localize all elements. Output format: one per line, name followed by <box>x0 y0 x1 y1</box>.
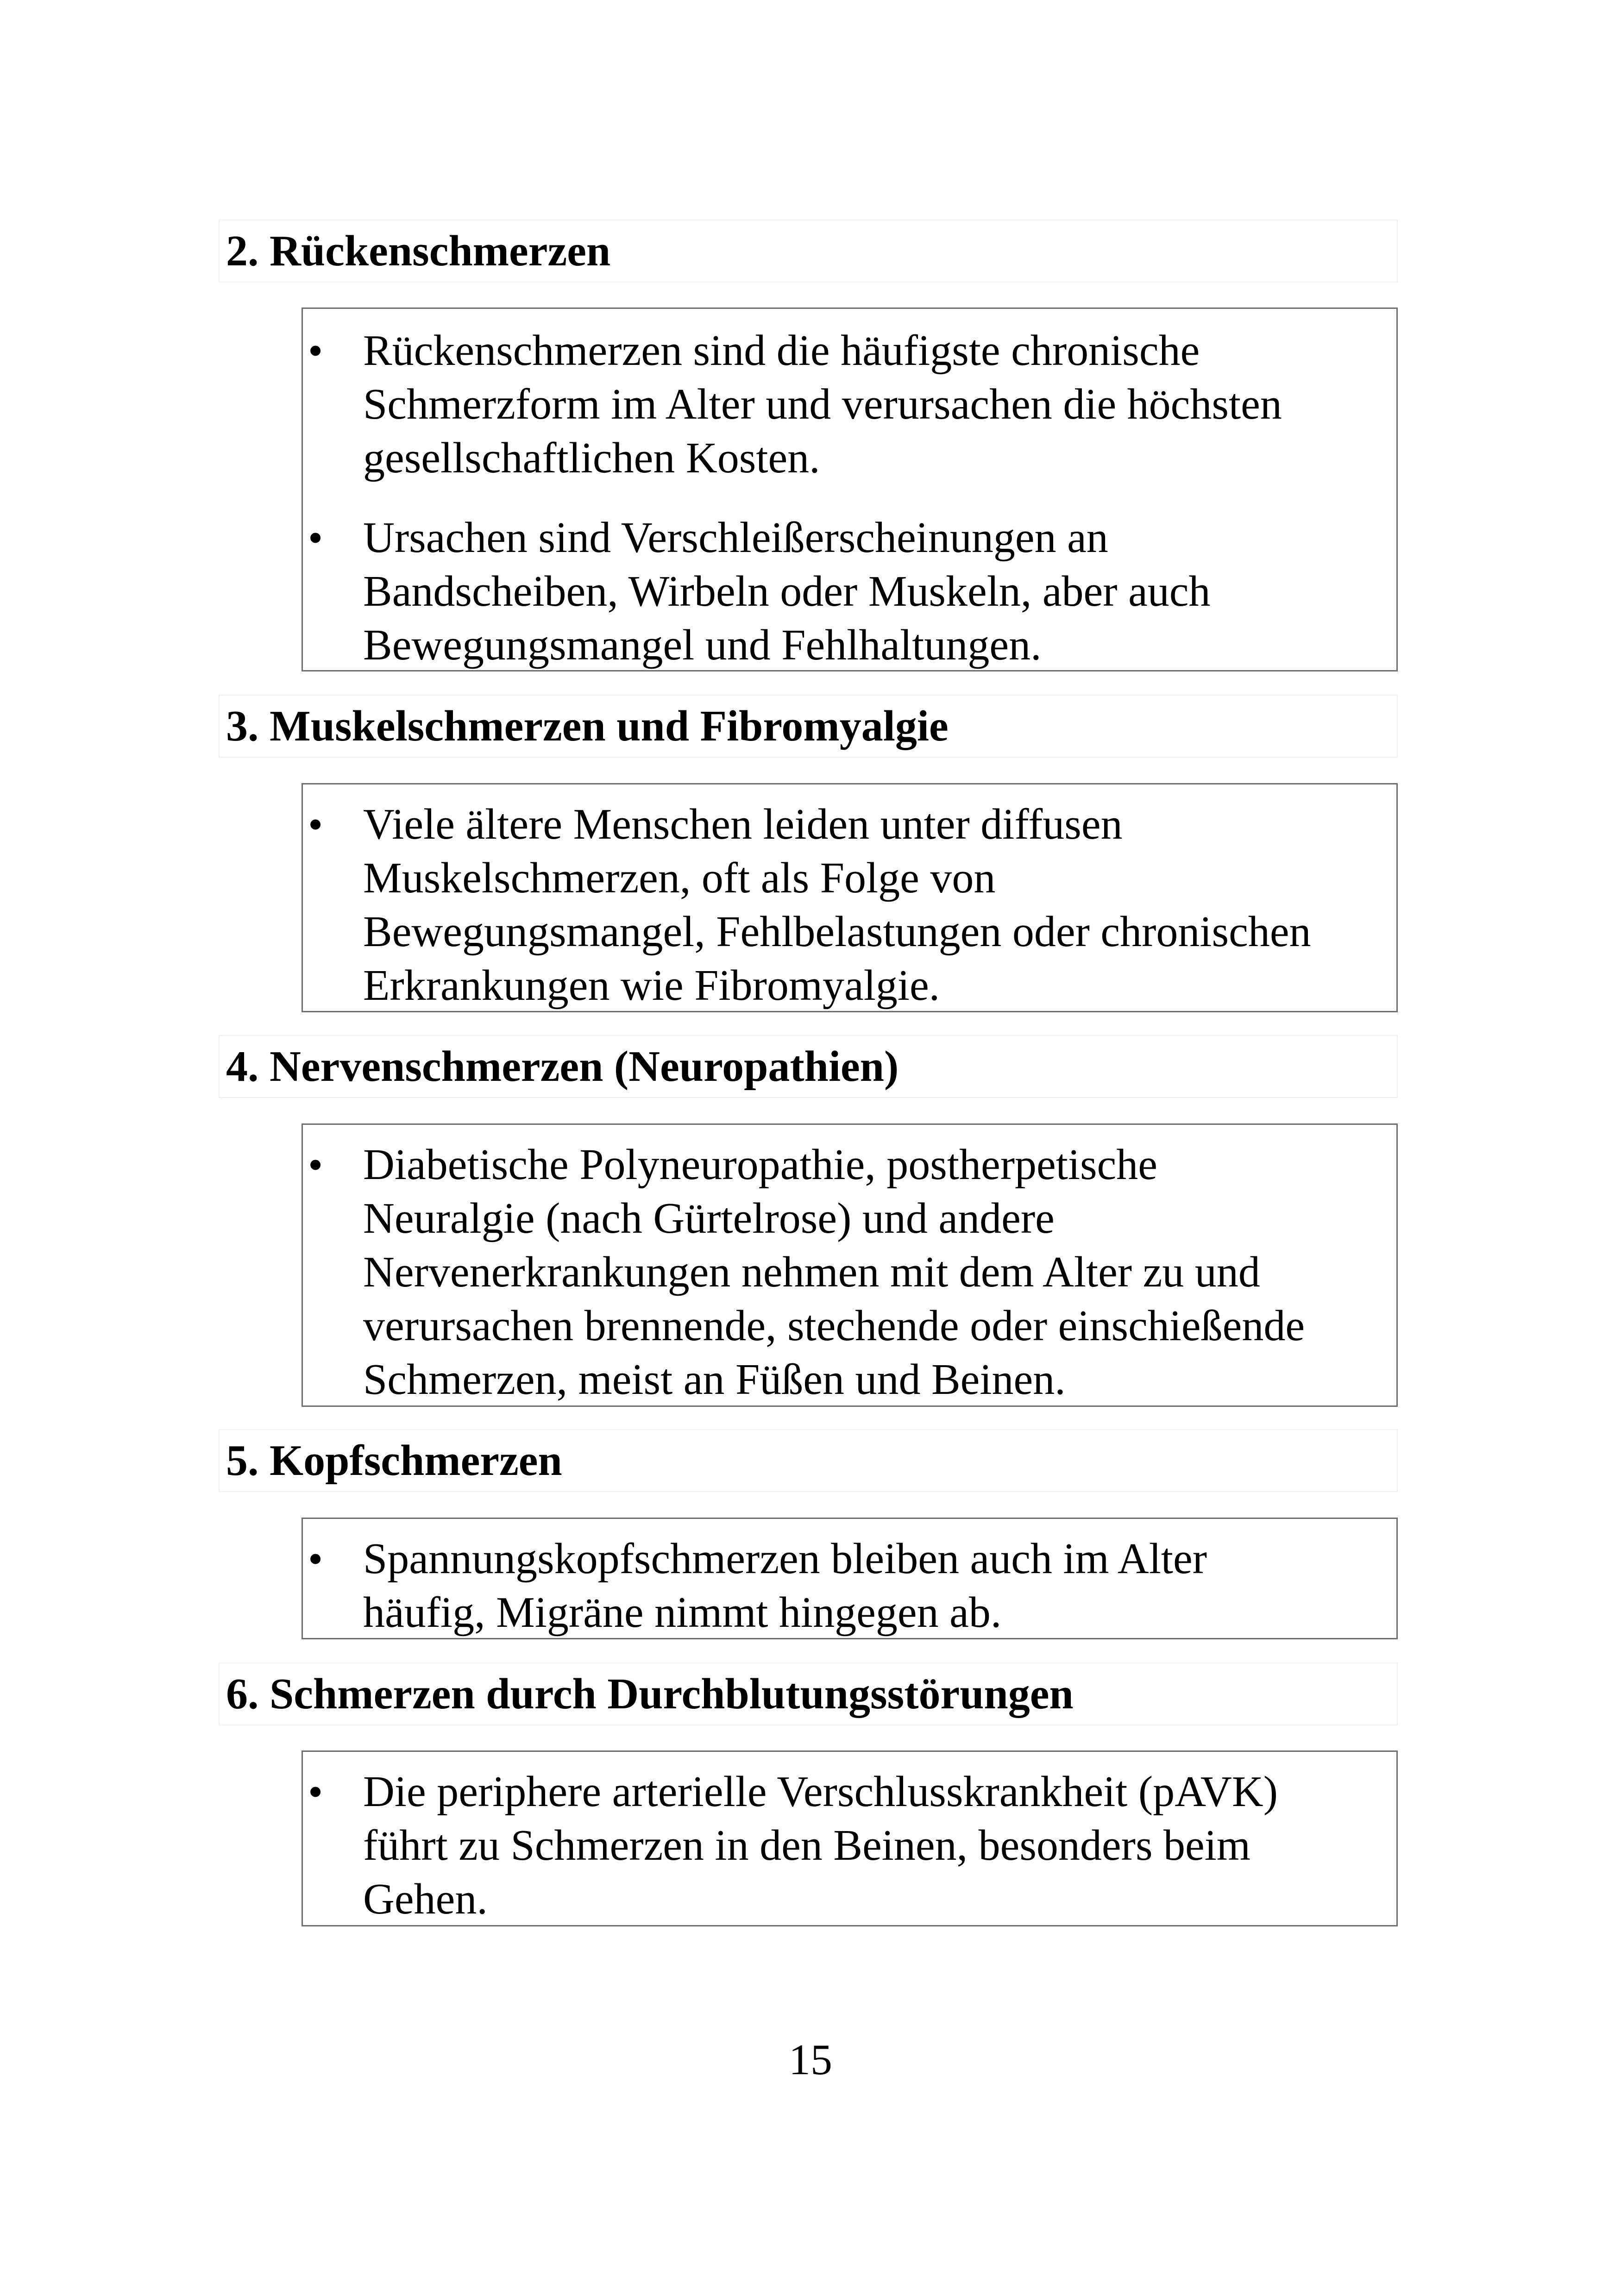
bullet-text: Rückenschmerzen sind die häufigste chronische Schmerzform im Alter und verursachen die höchsten gesellschaftlichen Kosten. <box>363 326 1282 482</box>
bullet-text: Diabetische Polyneuropathie, postherpetische Neuralgie (nach Gürtelrose) und andere Nervenerkrankungen nehmen mit dem Alter zu und verursachen brennende, stechende oder einschießende Schmerzen, meist an Füßen und Beinen. <box>363 1141 1305 1404</box>
bullet-icon: • <box>308 327 323 374</box>
bullet-icon: • <box>308 1768 323 1815</box>
bullet-text: Spannungskopfschmerzen bleiben auch im Alter häufig, Migräne nimmt hingegen ab. <box>363 1535 1207 1637</box>
section-heading-text: 6. Schmerzen durch Durchblutungsstörungen <box>226 1670 1074 1718</box>
section-heading-text: 2. Rückenschmerzen <box>226 227 611 275</box>
section-content-box <box>302 1123 1398 1407</box>
bullet-icon: • <box>308 801 323 848</box>
section-heading-text: 3. Muskelschmerzen und Fibromyalgie <box>226 702 949 750</box>
section-content-box <box>302 307 1398 671</box>
section-heading <box>219 1662 1398 1725</box>
section-content-box <box>302 1750 1398 1926</box>
section-heading <box>219 695 1398 758</box>
section-heading <box>219 220 1398 282</box>
bullet-text: Viele ältere Menschen leiden unter diffusen Muskelschmerzen, oft als Folge von Bewegungsmangel, Fehlbelastungen oder chronischen Erkrankungen wie Fibromyalgie. <box>363 800 1311 1010</box>
bullet-icon: • <box>308 514 323 561</box>
bullet-icon: • <box>308 1535 323 1582</box>
section-heading <box>219 1035 1398 1098</box>
section-content-box <box>302 783 1398 1012</box>
section-content-box <box>302 1518 1398 1639</box>
section-heading <box>219 1429 1398 1492</box>
bullet-text: Ursachen sind Verschleißerscheinungen an Bandscheiben, Wirbeln oder Muskeln, aber auch Bewegungsmangel und Fehlhaltungen. <box>363 514 1211 669</box>
section-heading-text: 5. Kopfschmerzen <box>226 1437 562 1485</box>
bullet-text: Die periphere arterielle Verschlusskrankheit (pAVK) führt zu Schmerzen in den Beinen, besonders beim Gehen. <box>363 1768 1278 1923</box>
section-heading-text: 4. Nervenschmerzen (Neuropathien) <box>226 1042 899 1091</box>
bullet-icon: • <box>308 1141 323 1188</box>
page-number: 15 <box>789 2036 832 2084</box>
